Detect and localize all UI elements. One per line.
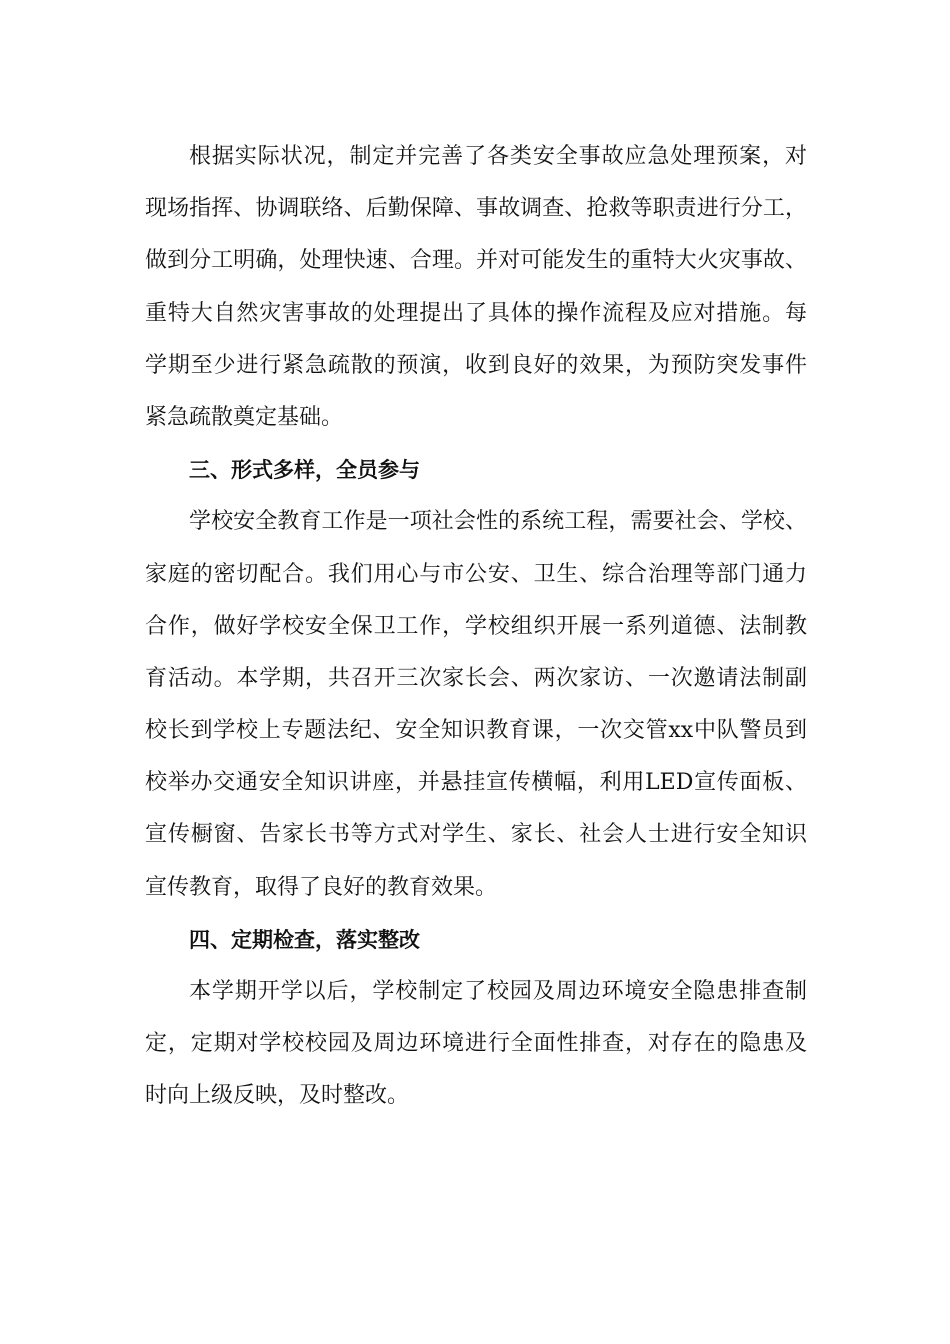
paragraph-line: 学期至少进行紧急疏散的预演，收到良好的效果，为预防突发事件 (145, 352, 807, 378)
paragraph-line: 重特大自然灾害事故的处理提出了具体的操作流程及应对措施。每 (145, 300, 807, 326)
paragraph-line: 做到分工明确，处理快速、合理。并对可能发生的重特大火灾事故、 (145, 248, 807, 274)
paragraph-safety-education (145, 496, 807, 914)
paragraph-line: 现场指挥、协调联络、后勤保障、事故调查、抢救等职责进行分工， (145, 196, 807, 222)
paragraph-line: 宣传教育，取得了良好的教育效果。 (145, 874, 498, 900)
paragraph-line: 学校安全教育工作是一项社会性的系统工程，需要社会、学校、 (189, 509, 807, 535)
document-body (145, 131, 807, 1123)
paragraph-line: 宣传橱窗、告家长书等方式对学生、家长、社会人士进行安全知识 (145, 822, 807, 848)
paragraph-line: 时向上级反映，及时整改。 (145, 1083, 410, 1109)
paragraph-line: 校长到学校上专题法纪、安全知识教育课，一次交管xx中队警员到 (145, 718, 807, 744)
paragraph-emergency-plans (145, 131, 807, 444)
paragraph-line: 校举办交通安全知识讲座，并悬挂宣传横幅，利用LED宣传面板、 (145, 770, 807, 796)
paragraph-inspection (145, 966, 807, 1123)
paragraph-line: 紧急疏散奠定基础。 (145, 404, 344, 430)
paragraph-line: 育活动。本学期，共召开三次家长会、两次家访、一次邀请法制副 (145, 665, 807, 691)
paragraph-line: 本学期开学以后，学校制定了校园及周边环境安全隐患排查制 (189, 979, 807, 1004)
paragraph-line: 合作，做好学校安全保卫工作，学校组织开展一系列道德、法制教 (145, 613, 807, 639)
paragraph-line: 根据实际状况，制定并完善了各类安全事故应急处理预案，对 (189, 144, 807, 169)
paragraph-line: 定，定期对学校校园及周边环境进行全面性排查，对存在的隐患及 (145, 1031, 807, 1057)
section-heading-4: 四、定期检查，落实整改 (189, 927, 420, 952)
section-heading-3: 三、形式多样，全员参与 (189, 458, 420, 483)
paragraph-line: 家庭的密切配合。我们用心与市公安、卫生、综合治理等部门通力 (145, 561, 807, 587)
